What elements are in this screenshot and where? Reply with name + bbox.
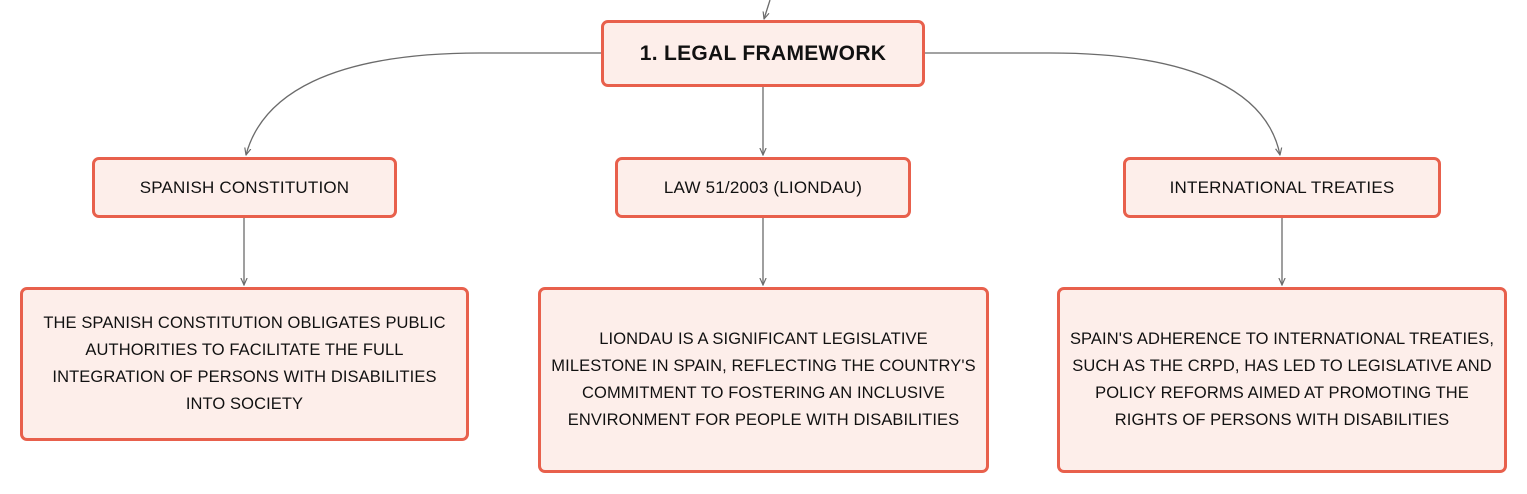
- connector-parent-to-root: [764, 0, 770, 19]
- detail-node-text: LIONDAU IS A SIGNIFICANT LEGISLATIVE MILESTONE IN SPAIN, REFLECTING THE COUNTRY'S COMMITMENT TO FOSTERING AN INCLUSIVE ENVIRONMENT FOR PEOPLE WITH DISABILITIES: [551, 330, 976, 429]
- detail-node-text: THE SPANISH CONSTITUTION OBLIGATES PUBLIC AUTHORITIES TO FACILITATE THE FULL INTEGRATION OF PERSONS WITH DISABILITIES INTO SOCIETY: [43, 314, 446, 413]
- detail-node-spanish-constitution[interactable]: [20, 287, 469, 441]
- root-node-label: 1. LEGAL FRAMEWORK: [639, 41, 887, 65]
- branch-node-label: SPANISH CONSTITUTION: [139, 177, 350, 197]
- branch-node-spanish-constitution[interactable]: [92, 157, 397, 218]
- detail-node-text: SPAIN'S ADHERENCE TO INTERNATIONAL TREATIES, SUCH AS THE CRPD, HAS LED TO LEGISLATIVE AND POLICY REFORMS AIMED AT PROMOTING THE RIGHTS OF PERSONS WITH DISABILITIES: [1069, 330, 1495, 429]
- branch-node-law-51-2003[interactable]: [615, 157, 911, 218]
- detail-node-law-51-2003[interactable]: [538, 287, 989, 473]
- connector-root-to-spanish-constitution: [246, 53, 601, 155]
- root-node-legal-framework[interactable]: [601, 20, 925, 87]
- detail-node-international-treaties[interactable]: [1057, 287, 1507, 473]
- branch-node-international-treaties[interactable]: [1123, 157, 1441, 218]
- connector-root-to-international-treaties: [925, 53, 1280, 155]
- branch-node-label: INTERNATIONAL TREATIES: [1169, 177, 1395, 197]
- branch-node-label: LAW 51/2003 (LIONDAU): [663, 177, 863, 197]
